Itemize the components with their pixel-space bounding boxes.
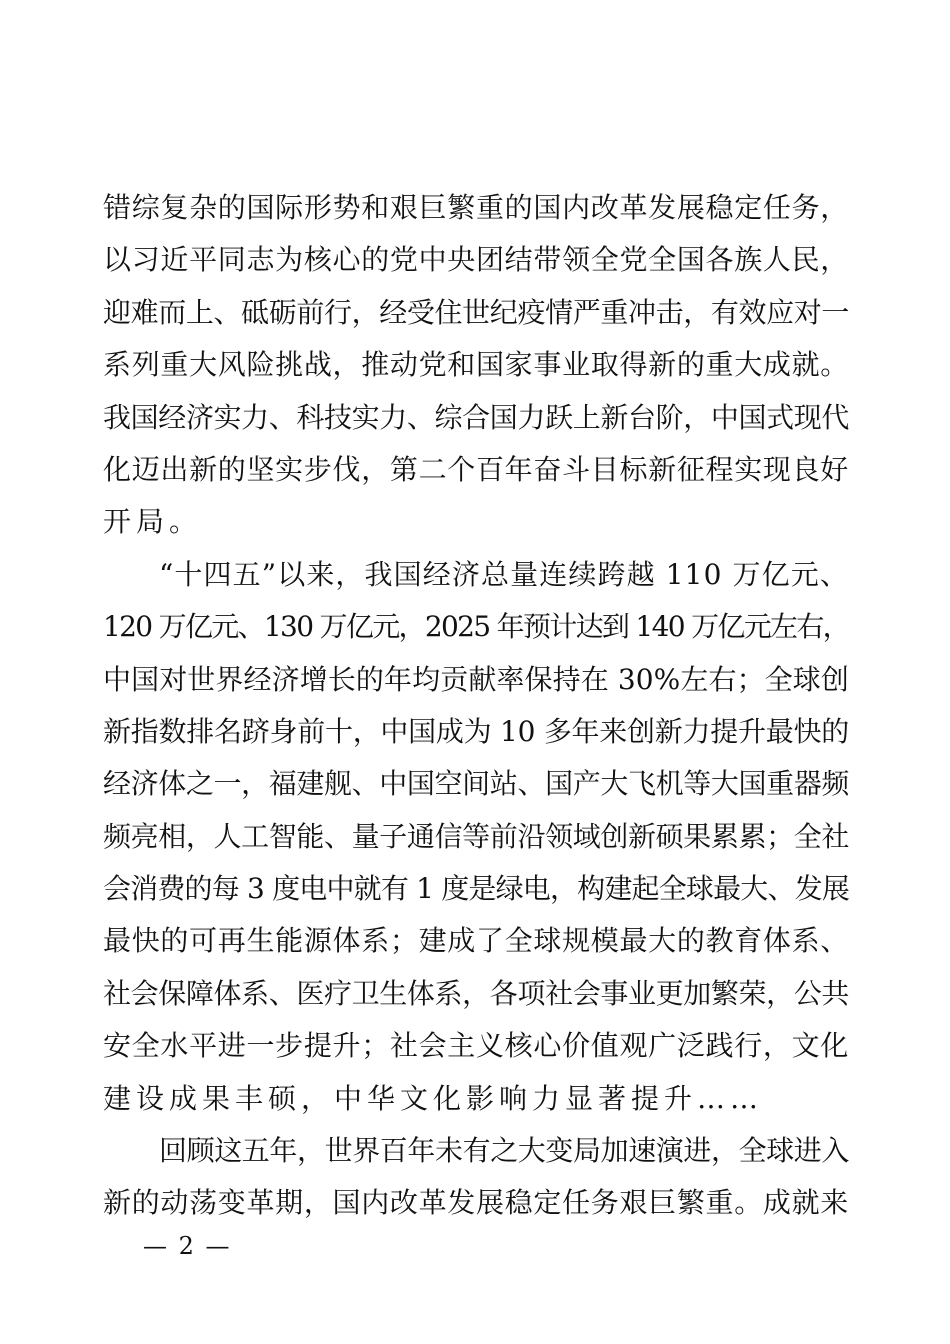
text-line: 会消费的每 3 度电中就有 1 度是绿电，构建起全球最大、发展 — [103, 872, 849, 906]
text-line: 新指数排名跻身前十，中国成为 10 多年来创新力提升最快的 — [103, 714, 849, 748]
text-line: 最快的可再生能源体系；建成了全球规模最大的教育体系、 — [103, 924, 849, 958]
text-line: 频亮相，人工智能、量子通信等前沿领域创新硕果累累；全社 — [103, 819, 849, 853]
text-line: 建设成果丰硕，中华文化影响力显著提升…… — [103, 1081, 764, 1115]
text-line: “十四五”以来，我国经济总量连续跨越 110 万亿元、 — [159, 557, 849, 591]
page-number: — 2 — — [143, 1232, 232, 1260]
text-line: 系列重大风险挑战，推动党和国家事业取得新的重大成就。 — [103, 348, 849, 382]
text-line: 经济体之一，福建舰、中国空间站、国产大飞机等大国重器频 — [103, 767, 849, 801]
text-line: 开局。 — [103, 505, 203, 539]
text-line: 我国经济实力、科技实力、综合国力跃上新台阶，中国式现代 — [103, 400, 849, 434]
paragraph — [103, 549, 849, 1125]
text-line: 迎难而上、砥砺前行，经受住世纪疫情严重冲击，有效应对一 — [103, 295, 849, 329]
text-line: 社会保障体系、医疗卫生体系，各项社会事业更加繁荣，公共 — [103, 976, 849, 1010]
text-line: 安全水平进一步提升；社会主义核心价值观广泛践行，文化 — [103, 1029, 849, 1063]
paragraph — [103, 1125, 849, 1230]
text-line: 中国对世界经济增长的年均贡献率保持在 30%左右；全球创 — [103, 662, 849, 696]
text-line: 以习近平同志为核心的党中央团结带领全党全国各族人民， — [103, 243, 849, 277]
text-line: 新的动荡变革期，国内改革发展稳定任务艰巨繁重。成就来 — [103, 1186, 849, 1220]
text-line: 化迈出新的坚实步伐，第二个百年奋斗目标新征程实现良好 — [103, 452, 849, 486]
text-line: 回顾这五年，世界百年未有之大变局加速演进，全球进入 — [159, 1134, 849, 1168]
body-text — [103, 182, 849, 1230]
paragraph — [103, 182, 849, 549]
text-line: 错综复杂的国际形势和艰巨繁重的国内改革发展稳定任务， — [103, 191, 849, 224]
text-line: 120 万亿元、130 万亿元，2025 年预计达到 140 万亿元左右， — [103, 610, 849, 644]
